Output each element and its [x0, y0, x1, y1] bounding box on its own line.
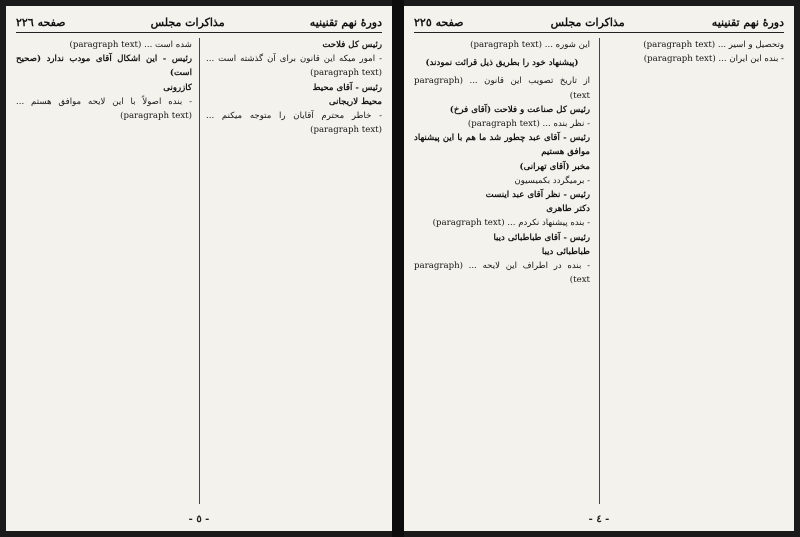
- left-page: [6, 6, 392, 531]
- paragraph: از تاریخ تصویب این قانون ... (paragraph text): [414, 76, 590, 101]
- page-number: صفحه ٢٢٦: [16, 15, 66, 29]
- header-title: مذاکرات مجلس: [150, 15, 225, 29]
- page-footer: - ٤ -: [588, 514, 610, 525]
- paragraph: - بنده این ایران ... (paragraph text): [643, 54, 784, 65]
- right-column: [206, 38, 382, 508]
- speaker-name: طباطبائی دیبا: [541, 246, 590, 257]
- paragraph: - امور میکه این قانون برای آن گذشته است ... (paragraph text): [206, 54, 382, 79]
- page-header: [414, 12, 784, 33]
- paragraph: - بنده پیشنهاد نکردم ... (paragraph text): [432, 218, 590, 229]
- column-divider: [199, 38, 200, 504]
- column-divider: [599, 38, 600, 504]
- header-title: مذاکرات مجلس: [550, 15, 625, 29]
- right-column: [608, 38, 784, 508]
- paragraph: - نظر بنده ... (paragraph text): [467, 119, 590, 130]
- paragraph: - خاطر محترم آقایان را متوجه میکنم ... (paragraph text): [206, 111, 382, 136]
- speaker-name: رئیس - این اشکال آقای مودب ندارد (صحیح است): [16, 54, 192, 79]
- speaker-name: رئیس - آقای طباطبائی دیبا: [493, 232, 590, 243]
- speaker-name: کازرونی: [163, 82, 192, 93]
- page-number: صفحه ٢٢٥: [414, 15, 464, 29]
- speaker-name: رئیس - آقای عبد چطور شد ما هم با این پیشنهاد موافق هستیم: [414, 133, 590, 158]
- page-footer: - ٥ -: [188, 514, 210, 525]
- left-column: [414, 38, 590, 508]
- session-label: دورهٔ نهم تقنینیه: [711, 15, 784, 29]
- session-label: دورهٔ نهم تقنینیه: [309, 15, 382, 29]
- right-page: [404, 6, 794, 531]
- paragraph: - بنده اصولاً با این لایحه موافق هستم ... (paragraph text): [16, 96, 192, 122]
- speaker-name: محیط لاریجانی: [328, 96, 382, 107]
- left-column: [16, 38, 192, 508]
- speaker-name: رئیس - آقای محیط: [312, 82, 382, 93]
- speaker-name: رئیس کل فلاحت: [322, 40, 382, 50]
- speaker-name: مخبر (آقای تهرانی): [519, 161, 590, 172]
- speaker-name: رئیس - نظر آقای عبد اینست: [485, 190, 590, 201]
- paragraph: شده است ... (paragraph text): [69, 40, 192, 50]
- paragraph: این شوره ... (paragraph text): [470, 40, 590, 50]
- speaker-name: رئیس کل صناعت و فلاحت (آقای فرخ): [449, 104, 590, 115]
- book-gutter: [392, 0, 404, 537]
- paragraph: وتحصیل و اسیر ... (paragraph text): [643, 40, 784, 50]
- paragraph: - بنده در اطراف این لایحه ... (paragraph text): [414, 261, 590, 286]
- page-header: [16, 12, 382, 33]
- speaker-name: دکتر طاهری: [546, 204, 590, 215]
- centered-note: (پیشنهاد خود را بطریق ذیل قرائت نمودند): [425, 58, 579, 69]
- paragraph: - برمیگردد بکمیسیون: [514, 175, 590, 186]
